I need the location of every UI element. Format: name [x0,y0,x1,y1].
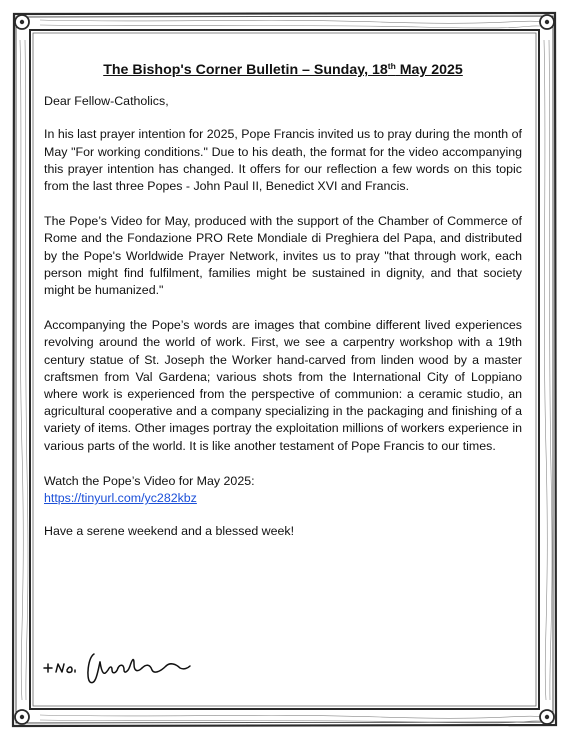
signature-icon [42,650,192,686]
closing-line: Have a serene weekend and a blessed week! [44,524,295,539]
bulletin-body [44,62,522,540]
paragraph-3: Accompanying the Pope’s words are images that combine different lived experiences revolving around the world of work. First, we see a carpentry workshop with a 19th century statue of St. Joseph the Worker hand-carved from linden wood by a master craftsmen from Val Gardena; various shots from the International City of Loppiano where work is experienced from the perspective of communion: a ceramic studio, an agricultural cooperative and a company specializing in the packaging and finishing of a variety of items. Other images portray the exploitation millions of workers experience in various parts of the world. It is like another testament of Pope Francis to our times. [44,318,522,453]
paragraph-1: In his last prayer intention for 2025, Pope Francis invited us to pray during the month of May "For working conditions." Due to his death, the format for the video accompanying this prayer intention has changed. It offers for our reflection a few words on this topic from the last three Popes - John Paul II, Benedict XVI and Francis. [44,127,522,194]
video-link[interactable]: https://tinyurl.com/yc282kbz [44,491,197,506]
video-callout [44,473,522,507]
paragraph-2: The Pope’s Video for May, produced with the support of the Chamber of Commerce of Rome and the Fondazione PRO Rete Mondiale di Preghiera del Papa, and distributed by the Pope's Worldwide Prayer Network, invites us to pray "that through work, each person might find fulfilment, families might be sustained in dignity, and that society might be humanized." [44,214,522,298]
bulletin-title: The Bishop's Corner Bulletin – Sunday, 18th May 2025 [103,61,463,78]
video-label: Watch the Pope’s Video for May 2025: [44,473,255,488]
greeting: Dear Fellow-Catholics, [44,94,169,109]
